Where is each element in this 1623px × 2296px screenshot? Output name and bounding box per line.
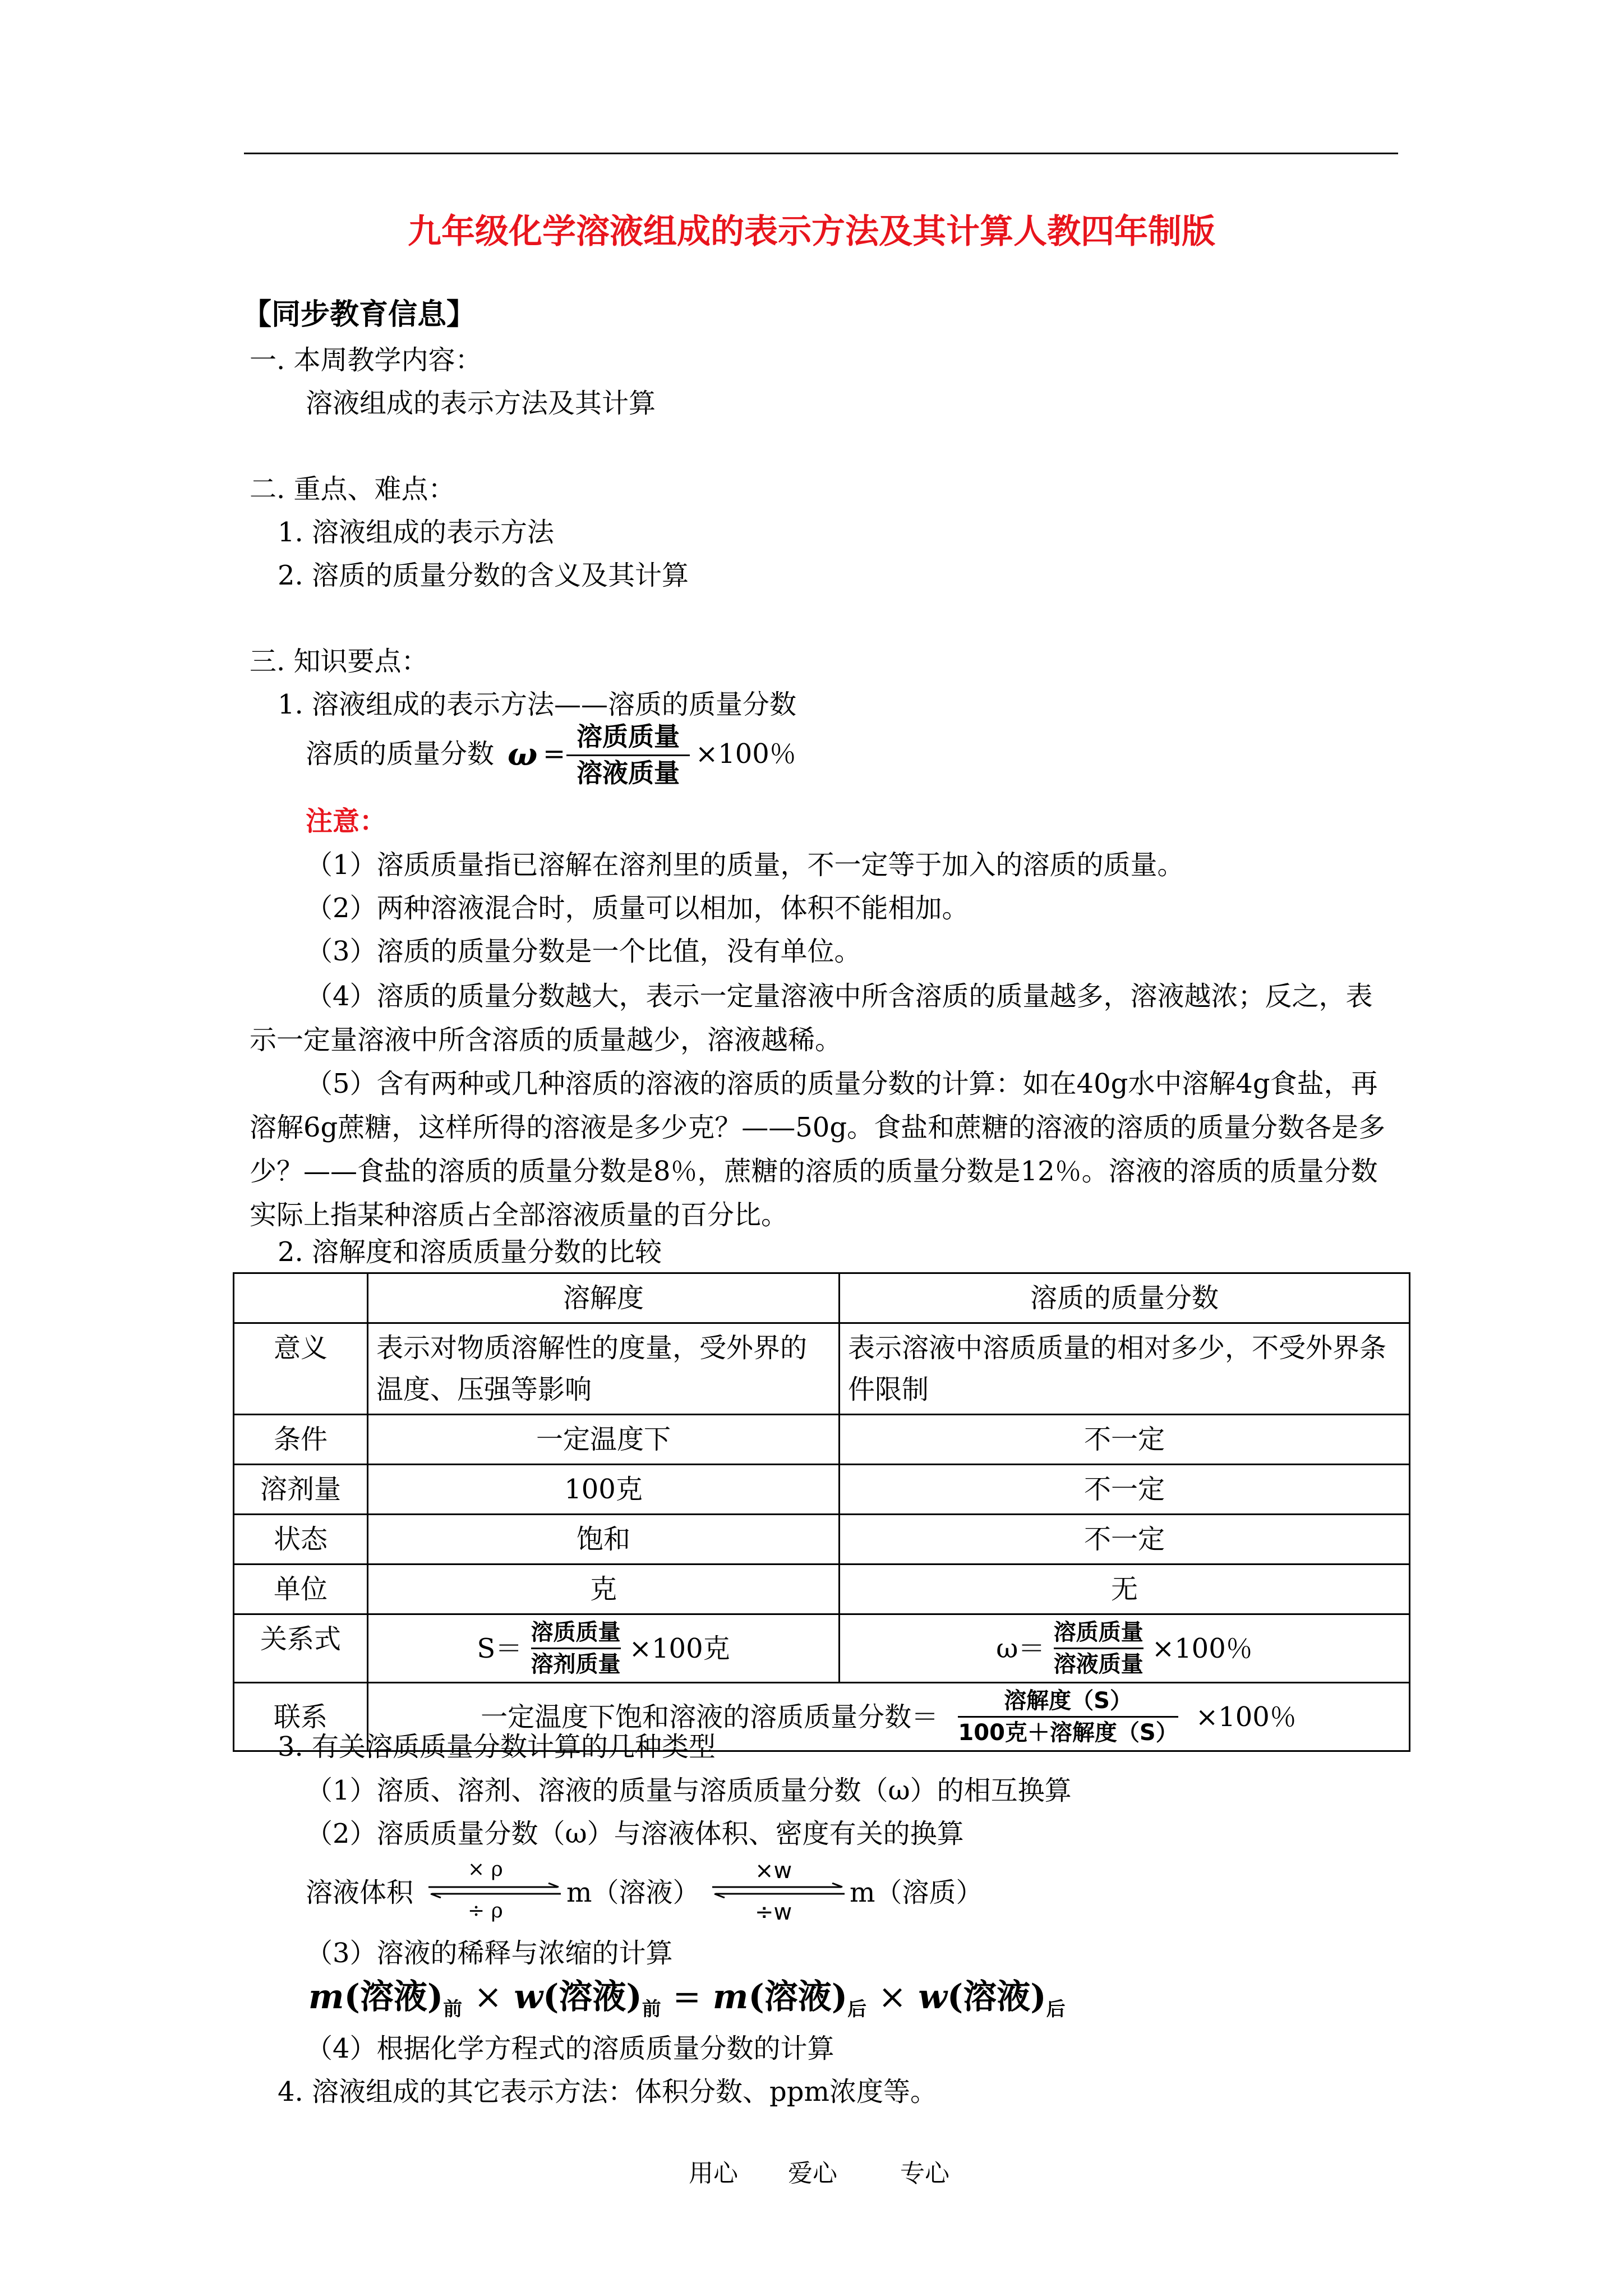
table-cell: 关系式 [234, 1614, 368, 1683]
footer-text-2: 爱心 [788, 2159, 837, 2188]
s1-heading: 一. 本周教学内容： [250, 344, 482, 376]
table-row [234, 1323, 1410, 1415]
arrow-1-top-label: × ρ [468, 1858, 503, 1881]
dilution-sol-4: (溶液) [947, 1977, 1046, 2017]
s2-item-1: 1. 溶液组成的表示方法 [278, 517, 555, 548]
conversion-mid: m（溶液） [566, 1877, 700, 1908]
table-row-relation [234, 1614, 1410, 1683]
omega-symbol: ω [508, 736, 538, 773]
double-arrow-icon [427, 1883, 562, 1898]
formula-lhs: 溶质的质量分数 [306, 738, 495, 770]
type-1: （1）溶质、溶剂、溶液的质量与溶质质量分数（ω）的相互换算 [306, 1775, 1072, 1806]
table-cell: 状态 [234, 1515, 368, 1565]
table-row [234, 1565, 1410, 1614]
note-3: （3）溶质的质量分数是一个比值，没有单位。 [306, 936, 861, 967]
formula-equals: = [543, 738, 566, 770]
dilution-equals: = [672, 1977, 701, 2017]
s2-item-2: 2. 溶质的质量分数的含义及其计算 [278, 560, 689, 591]
relation-w-tail: ×100％ [1151, 1632, 1253, 1664]
table-row [234, 1415, 1410, 1465]
relation-s-tail: ×100克 [629, 1632, 730, 1664]
header-rule [244, 153, 1398, 154]
relation-w-denominator: 溶液质量 [1053, 1651, 1144, 1677]
table-cell: 不一定 [840, 1465, 1410, 1515]
relation-s-numerator: 溶质质量 [531, 1619, 621, 1645]
table-cell: 单位 [234, 1565, 368, 1614]
arrow-2-top-label: ×w [755, 1858, 792, 1884]
double-arrow-icon [711, 1883, 846, 1898]
table-row [234, 1465, 1410, 1515]
s2-heading: 二. 重点、难点： [250, 473, 455, 505]
table-cell: 100克 [368, 1465, 840, 1515]
table-cell: 溶剂量 [234, 1465, 368, 1515]
type-2: （2）溶质质量分数（ω）与溶液体积、密度有关的换算 [306, 1818, 964, 1849]
relation-w-cell [840, 1614, 1410, 1683]
type-3: （3）溶液的稀释与浓缩的计算 [306, 1938, 673, 1969]
dilution-equation [308, 1977, 1066, 2021]
table-cell: 条件 [234, 1415, 368, 1465]
link-fraction [958, 1687, 1178, 1747]
arrow-2-bottom-label: ÷w [755, 1899, 792, 1925]
dilution-sol-3: (溶液) [748, 1977, 848, 2017]
link-tail: ×100％ [1196, 1701, 1297, 1733]
table-cell: 克 [368, 1565, 840, 1614]
formula-tail: ×100％ [695, 738, 796, 770]
relation-s-denominator: 溶剂质量 [531, 1651, 621, 1677]
s3-item-3: 3. 有关溶质质量分数计算的几种类型 [278, 1731, 716, 1763]
relation-w-lhs: ω＝ [996, 1632, 1045, 1664]
dilution-w-1: w [514, 1977, 543, 2017]
page-title: 九年级化学溶液组成的表示方法及其计算人教四年制版 [408, 212, 1215, 251]
relation-s-lhs: S＝ [477, 1632, 523, 1664]
dilution-after-2: 后 [1046, 1998, 1066, 2021]
dilution-sol-2: (溶液) [543, 1977, 642, 2017]
table-cell: 不一定 [840, 1515, 1410, 1565]
footer-text-1: 用心 [689, 2159, 738, 2188]
arrow-1-bottom-label: ÷ ρ [468, 1899, 503, 1922]
dilution-times-1: × [474, 1977, 502, 2017]
footer-text-3: 专心 [900, 2159, 949, 2188]
conversion-start: 溶液体积 [306, 1877, 414, 1908]
relation-s-fraction [531, 1618, 621, 1678]
dilution-m-1: m [308, 1977, 344, 2017]
dilution-w-2: w [918, 1977, 947, 2017]
s3-item-2: 2. 溶解度和溶质质量分数的比较 [278, 1236, 662, 1268]
table-header-row [234, 1273, 1410, 1323]
relation-w-fraction [1054, 1618, 1144, 1678]
note-2: （2）两种溶液混合时，质量可以相加，体积不能相加。 [306, 892, 969, 924]
note-5: （5）含有两种或几种溶质的溶液的溶质的质量分数的计算：如在40g水中溶解4g食盐，再溶解6g蔗糖，这样所得的溶液是多少克？——50g。食盐和蔗糖的溶液的溶质的质量分数各是多少？——食盐的溶质的质量分数是8％，蔗糖的溶质的质量分数是12％。溶液的溶质的质量分数实际上指某种溶质占全部溶液质量的百分比。 [250, 1068, 1386, 1231]
table-cell: 无 [840, 1565, 1410, 1614]
table-cell: 联系 [234, 1683, 368, 1751]
table-cell: 不一定 [840, 1415, 1410, 1465]
relation-s-cell [368, 1614, 840, 1683]
comparison-table [233, 1272, 1410, 1752]
note-label: 注意： [306, 806, 387, 837]
formula-fraction [566, 721, 690, 789]
link-numerator: 溶解度（S） [1004, 1688, 1132, 1714]
link-text: 一定温度下饱和溶液的溶质质量分数＝ [481, 1701, 939, 1733]
relation-w-numerator: 溶质质量 [1053, 1619, 1144, 1645]
dilution-after-1: 后 [847, 1998, 867, 2021]
table-header-cell: 溶解度 [368, 1273, 840, 1323]
dilution-before-2: 前 [642, 1998, 661, 2021]
s3-item-4: 4. 溶液组成的其它表示方法：体积分数、ppm浓度等。 [278, 2076, 938, 2108]
note-1: （1）溶质质量指已溶解在溶剂里的质量，不一定等于加入的溶质的质量。 [306, 849, 1184, 881]
type-4: （4）根据化学方程式的溶质质量分数的计算 [306, 2033, 834, 2064]
dilution-sol-1: (溶液) [344, 1977, 444, 2017]
section-header: 【同步教育信息】 [242, 298, 476, 332]
s1-content: 溶液组成的表示方法及其计算 [306, 388, 656, 419]
dilution-before-1: 前 [443, 1998, 463, 2021]
note-4: （4）溶质的质量分数越大，表示一定量溶液中所含溶质的质量越多，溶液越浓；反之，表示一定量溶液中所含溶质的质量越少，溶液越稀。 [250, 981, 1373, 1056]
table-cell: 饱和 [368, 1515, 840, 1565]
table-cell: 意义 [234, 1323, 368, 1415]
conversion-arrow-2 [711, 1858, 846, 1923]
table-cell: 一定温度下 [368, 1415, 840, 1465]
table-row [234, 1515, 1410, 1565]
s3-heading: 三. 知识要点： [250, 646, 428, 677]
table-cell: 表示溶液中溶质质量的相对多少，不受外界条件限制 [840, 1323, 1410, 1415]
s3-item-1: 1. 溶液组成的表示方法——溶质的质量分数 [278, 689, 797, 720]
formula-numerator: 溶质质量 [577, 721, 680, 752]
dilution-times-2: × [878, 1977, 907, 2017]
table-header-cell [234, 1273, 368, 1323]
table-header-cell: 溶质的质量分数 [840, 1273, 1410, 1323]
link-denominator: 100克＋溶解度（S） [958, 1720, 1178, 1746]
conversion-arrow-1 [427, 1858, 562, 1923]
dilution-m-2: m [712, 1977, 749, 2017]
formula-denominator: 溶液质量 [577, 757, 680, 788]
table-cell: 表示对物质溶解性的度量，受外界的温度、压强等影响 [368, 1323, 840, 1415]
conversion-end: m（溶质） [850, 1877, 983, 1908]
